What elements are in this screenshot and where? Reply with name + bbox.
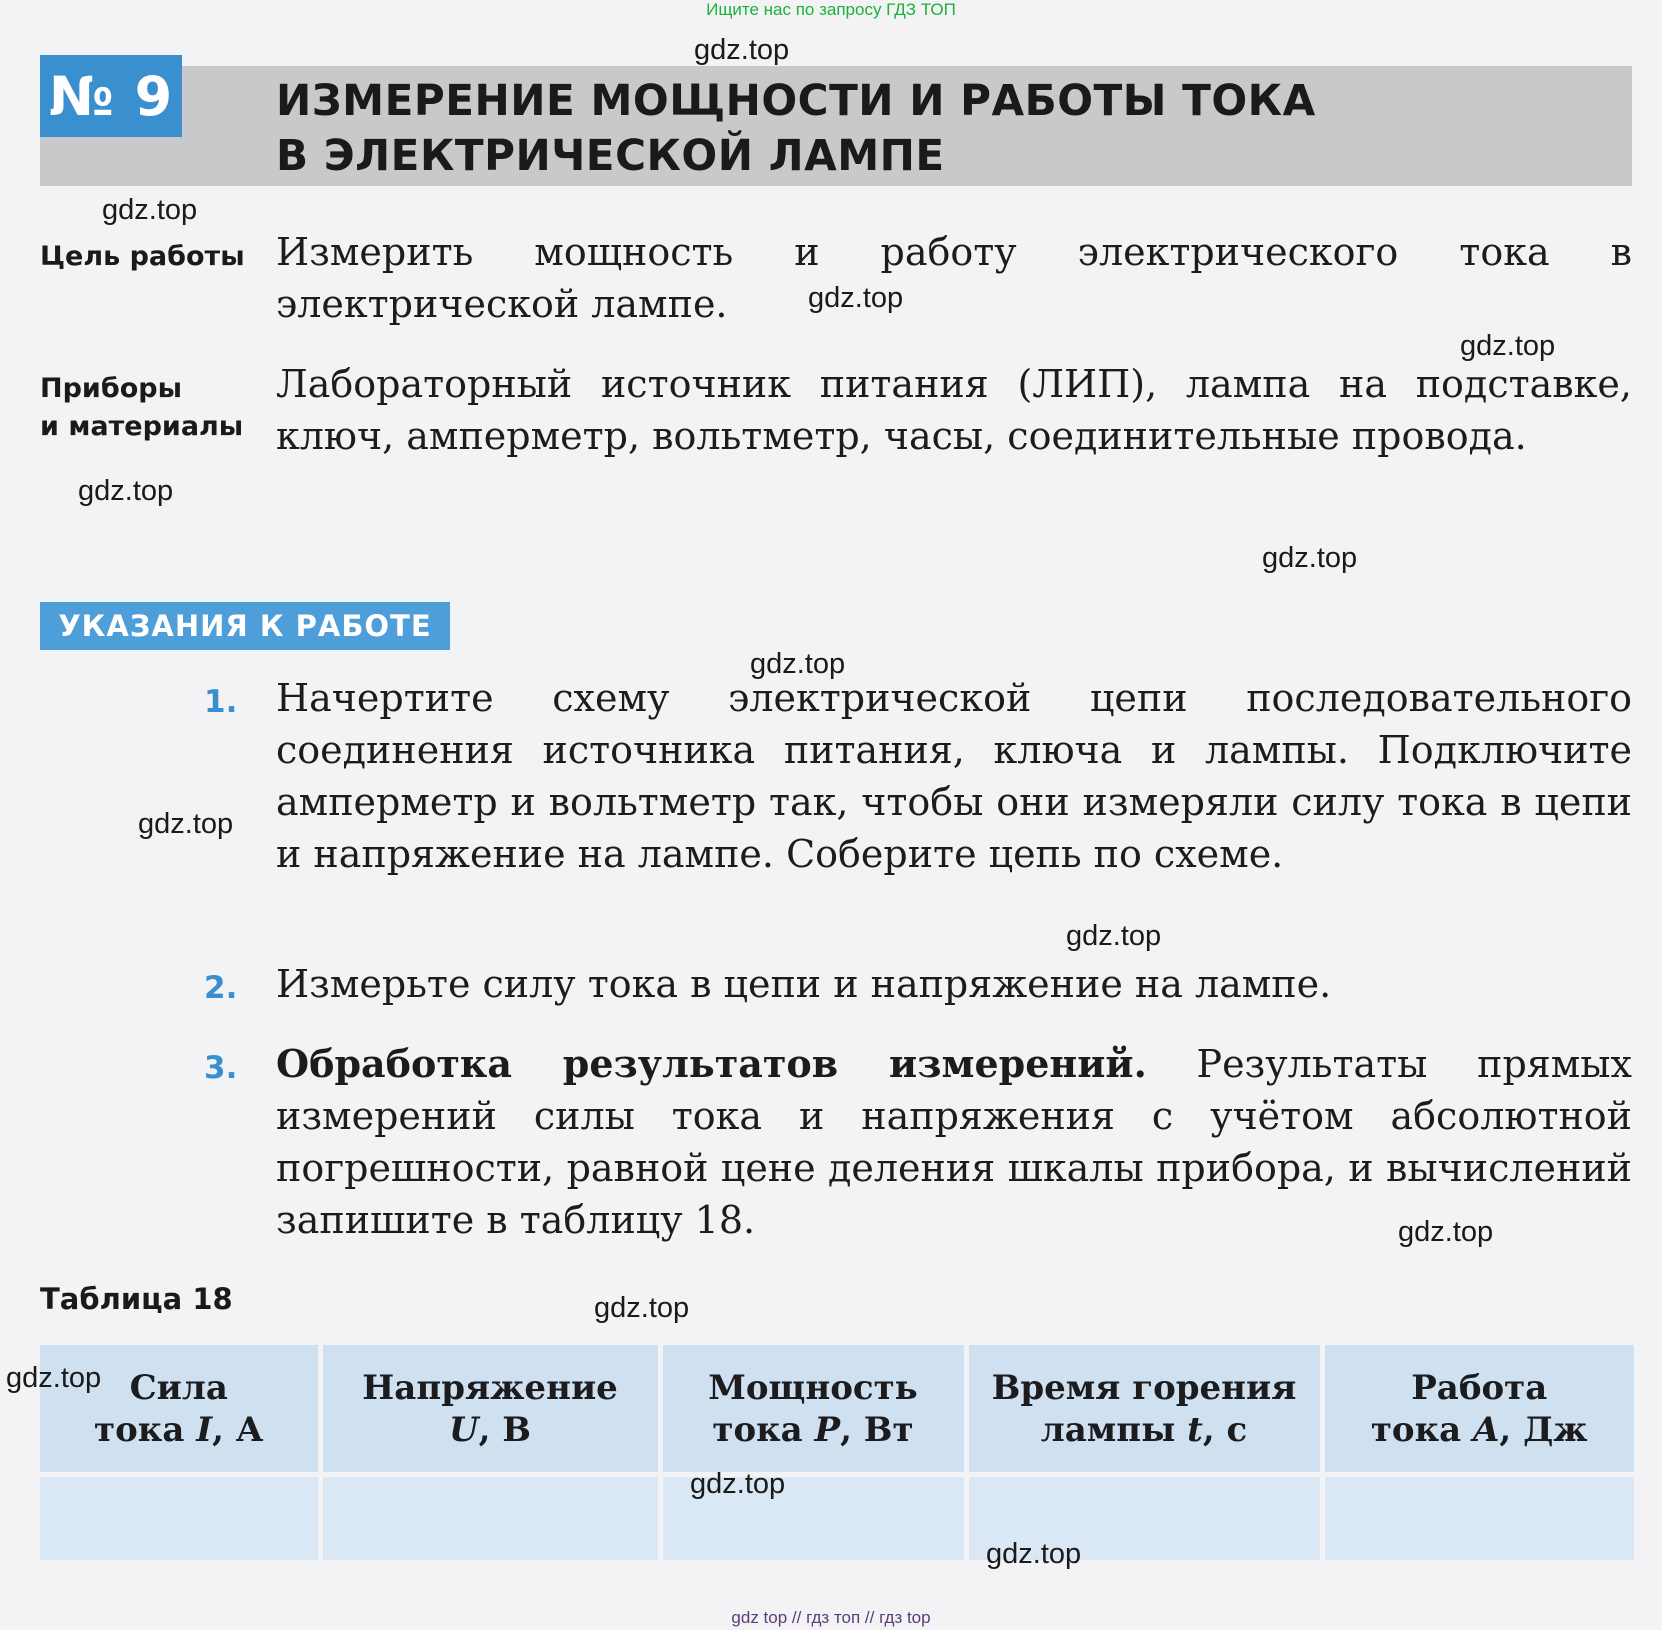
item-3-paragraph (276, 1038, 1632, 1246)
lab-number-badge: № 9 (40, 55, 182, 137)
item-3-number: 3. (204, 1050, 238, 1086)
goal-text: Измерить мощность и работу электрического тока в электрической лампе. (276, 230, 1632, 326)
watermark: gdz.top (1066, 920, 1162, 952)
item-1-text: Начертите схему электрической цепи последовательного соединения источника питания, ключа и лампы. Подключите амперметр и вольтметр так, чтобы они измеряли силу тока в цепи и напряжение на лампе. Соберите цепь по схеме. (276, 676, 1632, 876)
table-cell-empty[interactable] (320, 1475, 660, 1561)
watermark: gdz.top (102, 194, 198, 226)
table-cell-empty[interactable] (1322, 1475, 1634, 1561)
item-3-text: Результаты прямых измерений силы тока и напряжения с учётом абсолютной погрешности, равной цене деления шкалы прибора, и вычислений запишите в таблицу 18. (276, 1042, 1632, 1242)
page-title (276, 74, 1316, 184)
header-work: Работа тока A, Дж (1322, 1345, 1634, 1475)
item-3-bold-lead: Обработка результатов измерений. (276, 1041, 1147, 1086)
header-current: Сила тока I, А (40, 1345, 320, 1475)
watermark: gdz.top (1262, 542, 1358, 574)
table-header-row (40, 1345, 1634, 1475)
table-cell-empty[interactable] (40, 1475, 320, 1561)
title-line-1: ИЗМЕРЕНИЕ МОЩНОСТИ И РАБОТЫ ТОКА (276, 76, 1316, 126)
watermark: gdz.top (690, 1468, 786, 1500)
goal-label: Цель работы (40, 241, 245, 272)
title-line-2: В ЭЛЕКТРИЧЕСКОЙ ЛАМПЕ (276, 131, 945, 181)
watermark: gdz.top (694, 34, 790, 66)
results-table (40, 1345, 1634, 1560)
materials-label-line-1: Приборы (40, 373, 182, 404)
watermark: gdz.top (6, 1362, 102, 1394)
table-caption: Таблица 18 (40, 1282, 233, 1316)
materials-label (40, 370, 243, 446)
watermark: gdz.top (1460, 330, 1556, 362)
item-2-text: Измерьте силу тока в цепи и напряжение на лампе. (276, 962, 1332, 1006)
materials-label-line-2: и материалы (40, 411, 244, 442)
table-row (40, 1475, 1634, 1561)
watermark: gdz.top (78, 475, 174, 507)
header-power: Мощность тока P, Вт (660, 1345, 966, 1475)
item-2-number: 2. (204, 970, 238, 1006)
watermark: gdz.top (138, 808, 234, 840)
watermark: gdz.top (1398, 1216, 1494, 1248)
instructions-heading: УКАЗАНИЯ К РАБОТЕ (40, 602, 450, 650)
watermark: gdz.top (986, 1538, 1082, 1570)
watermark: gdz.top (594, 1292, 690, 1324)
materials-text: Лабораторный источник питания (ЛИП), лампа на подставке, ключ, амперметр, вольтметр, часы, соединительные провода. (276, 362, 1632, 458)
header-time: Время горения лампы t, с (966, 1345, 1322, 1475)
watermark: gdz.top (808, 282, 904, 314)
header-voltage: Напряжение U, В (320, 1345, 660, 1475)
watermark: gdz.top (750, 648, 846, 680)
footer-links: gdz top // гдз топ // гдз top (731, 1608, 931, 1627)
search-banner: Ищите нас по запросу ГДЗ ТОП (706, 0, 956, 19)
item-1-number: 1. (204, 684, 238, 720)
